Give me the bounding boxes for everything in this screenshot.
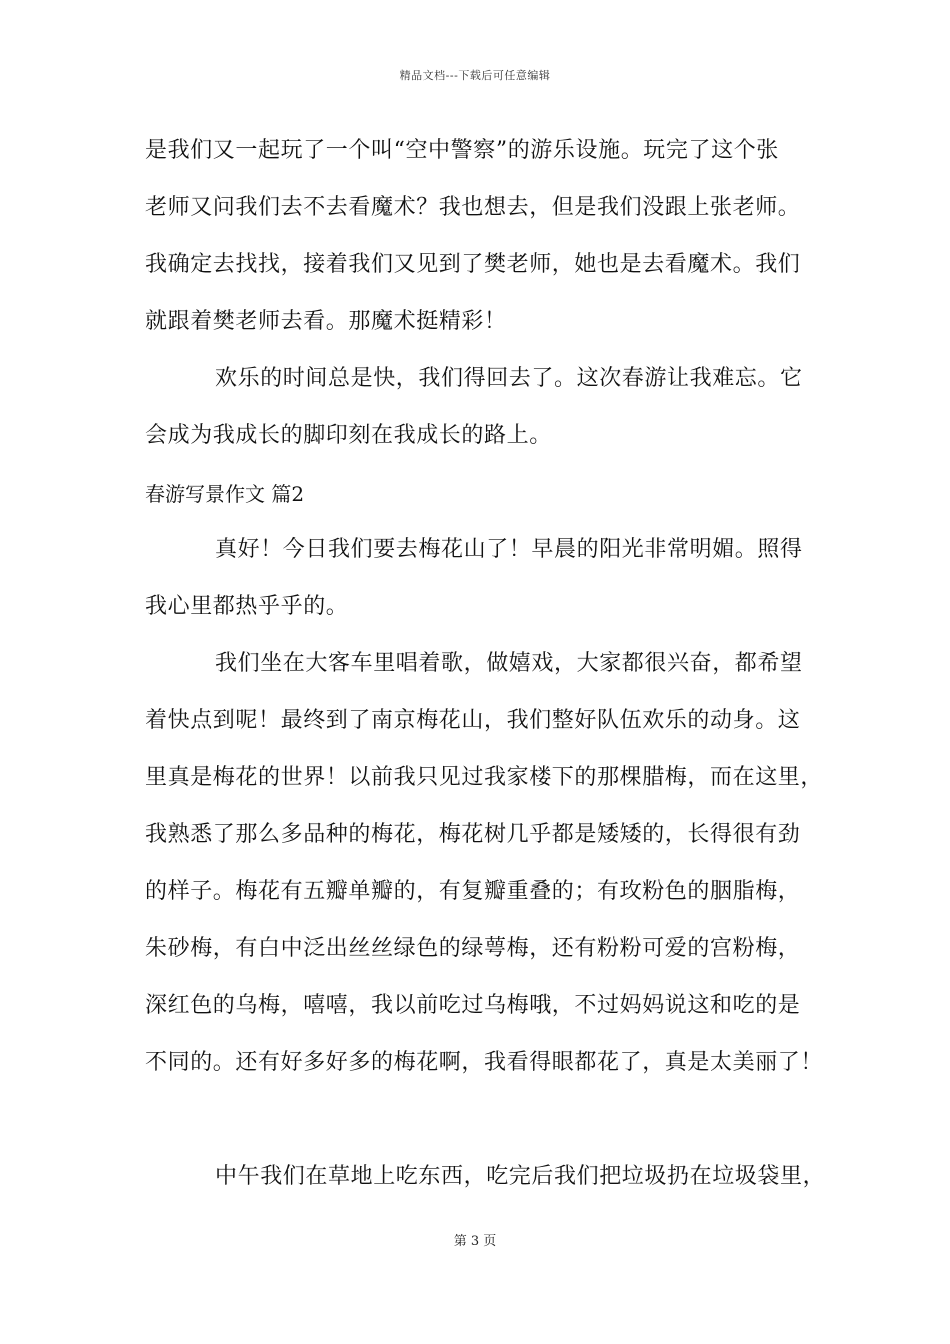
body-line: 是我们又一起玩了一个叫“空中警察”的游乐设施。玩完了这个张 xyxy=(145,138,779,163)
body-line: 老师又问我们去不去看魔术？我也想去，但是我们没跟上张老师。 xyxy=(145,195,801,220)
page-header: 精品文档---下载后可任意编辑 xyxy=(399,69,551,82)
paragraph-first-line: 中午我们在草地上吃东西，吃完后我们把垃圾扔在垃圾袋里， xyxy=(215,1164,826,1189)
body-line: 里真是梅花的世界！以前我只见过我家楼下的那棵腊梅，而在这里， xyxy=(145,765,824,790)
body-line: 朱砂梅，有白中泛出丝丝绿色的绿萼梅，还有粉粉可爱的宫粉梅， xyxy=(145,936,801,961)
paragraph-first-line: 我们坐在大客车里唱着歌，做嬉戏，大家都很兴奋，都希望 xyxy=(215,651,803,676)
body-line: 的样子。梅花有五瓣单瓣的，有复瓣重叠的；有玫粉色的胭脂梅， xyxy=(145,879,801,904)
body-line: 我确定去找找，接着我们又见到了樊老师，她也是去看魔术。我们 xyxy=(145,252,801,277)
paragraph-first-line: 真好！今日我们要去梅花山了！早晨的阳光非常明媚。照得 xyxy=(215,537,803,562)
body-line: 就跟着樊老师去看。那魔术挺精彩！ xyxy=(145,309,507,334)
body-line: 不同的。还有好多好多的梅花啊，我看得眼都花了，真是太美丽了！ xyxy=(145,1050,824,1075)
body-line: 我熟悉了那么多品种的梅花，梅花树几乎都是矮矮的，长得很有劲 xyxy=(145,822,801,847)
page-number: 第 3 页 xyxy=(453,1234,497,1249)
section-heading: 春游写景作文 篇2 xyxy=(145,482,305,506)
body-line: 着快点到呢！最终到了南京梅花山，我们整好队伍欢乐的动身。这 xyxy=(145,708,801,733)
body-line: 深红色的乌梅，嘻嘻，我以前吃过乌梅哦，不过妈妈说这和吃的是 xyxy=(145,993,801,1018)
body-line: 会成为我成长的脚印刻在我成长的路上。 xyxy=(145,423,552,448)
paragraph-first-line: 欢乐的时间总是快，我们得回去了。这次春游让我难忘。它 xyxy=(215,366,803,391)
body-line: 我心里都热乎乎的。 xyxy=(145,594,349,619)
